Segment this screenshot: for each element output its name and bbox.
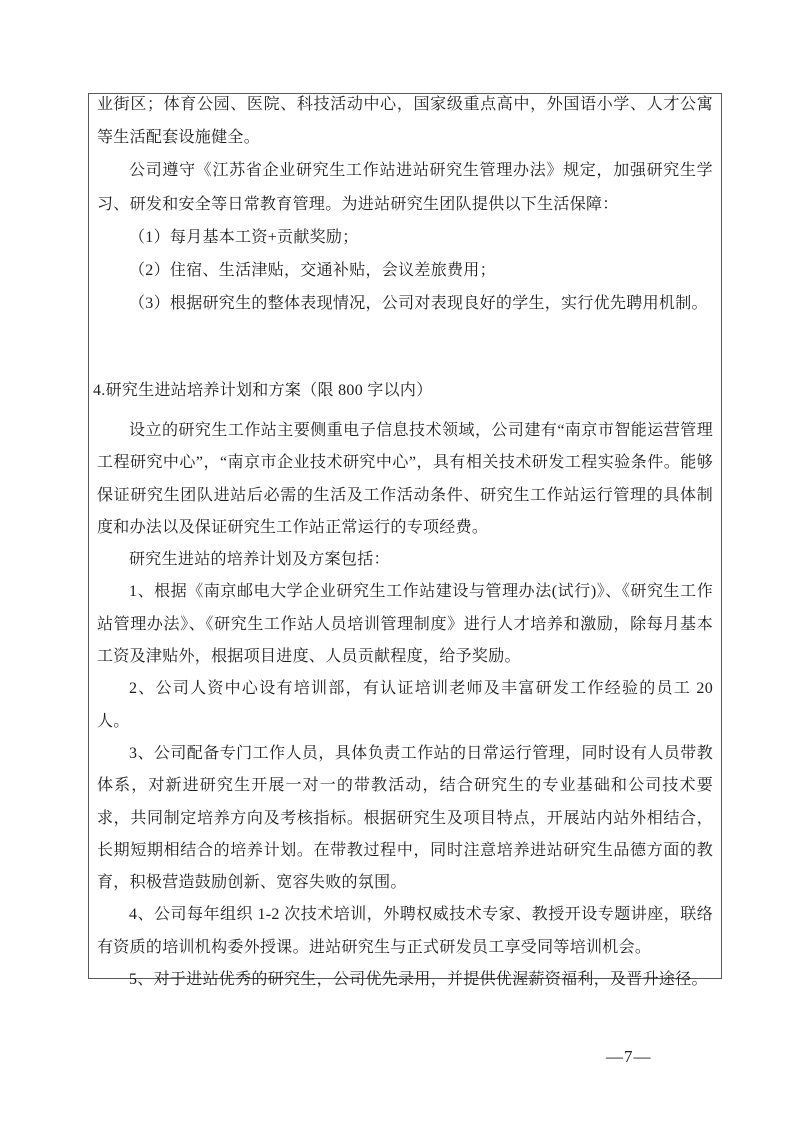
- plan-item-2: 2、公司人资中心设有培训部，有认证培训老师及丰富研发工作经验的员工 20 人。: [97, 680, 713, 730]
- list-item-3: （3）根据研究生的整体表现情况，公司对表现良好的学生，实行优先聘用机制。: [129, 295, 708, 313]
- section-4-heading: 4.研究生进站培养计划和方案（限 800 字以内）: [93, 382, 433, 399]
- list-item-1: （1）每月基本工资+贡献奖励；: [129, 228, 359, 246]
- paragraph-plan-lead: 研究生进站的培养计划及方案包括：: [129, 551, 390, 569]
- paragraph-intro: 设立的研究生工作站主要侧重电子信息技术领域，公司建有“南京市智能运营管理工程研究中心”，“南京市企业技术研究中心”，具有相关技术研发工程实验条件。能够保证研究生团队进站后必需的生活及工作活动条件、研究生工作站运行管理的具体制度和办法以及保证研究生工作站正常运行的专项经费。: [97, 422, 713, 536]
- plan-item-5: 5、对于进站优秀的研究生，公司优先录用，并提供优渥薪资福利，及晋升途径。: [129, 971, 708, 989]
- page-number: —7—: [606, 1047, 652, 1066]
- list-item-2: （2）住宿、生活津贴，交通补贴，会议差旅费用；: [129, 262, 496, 280]
- paragraph-continuation: 业街区；体育公园、医院、科技活动中心，国家级重点高中，外国语小学、人才公寓等生活配套设施健全。: [97, 96, 713, 147]
- paragraph-policy: 公司遵守《江苏省企业研究生工作站进站研究生管理办法》规定，加强研究生学习、研发和安全等日常教育管理。为进站研究生团队提供以下生活保障：: [97, 162, 713, 213]
- plan-item-1: 1、根据《南京邮电大学企业研究生工作站建设与管理办法(试行)》、《研究生工作站管理办法》、《研究生工作站人员培训管理制度》进行人才培养和激励，除每月基本工资及津贴外，根据项目进度、人员贡献程度，给予奖励。: [97, 583, 713, 666]
- section-continuation: [97, 88, 713, 320]
- plan-item-3: 3、公司配备专门工作人员，具体负责工作站的日常运行管理，同时设有人员带教体系，对新进研究生开展一对一的带教活动，结合研究生的专业基础和公司技术要求，共同制定培养方向及考核指标。根据研究生及项目特点，开展站内站外相结合，长期短期相结合的培养计划。在带教过程中，同时注意培养进站研究生品德方面的教育，积极营造鼓励创新、宽容失败的氛围。: [97, 744, 713, 892]
- section-4-content: [97, 415, 713, 996]
- plan-item-4: 4、公司每年组织 1-2 次技术培训，外聘权威技术专家、教授开设专题讲座，联络有资质的培训机构委外授课。进站研究生与正式研发员工享受同等培训机会。: [97, 906, 713, 956]
